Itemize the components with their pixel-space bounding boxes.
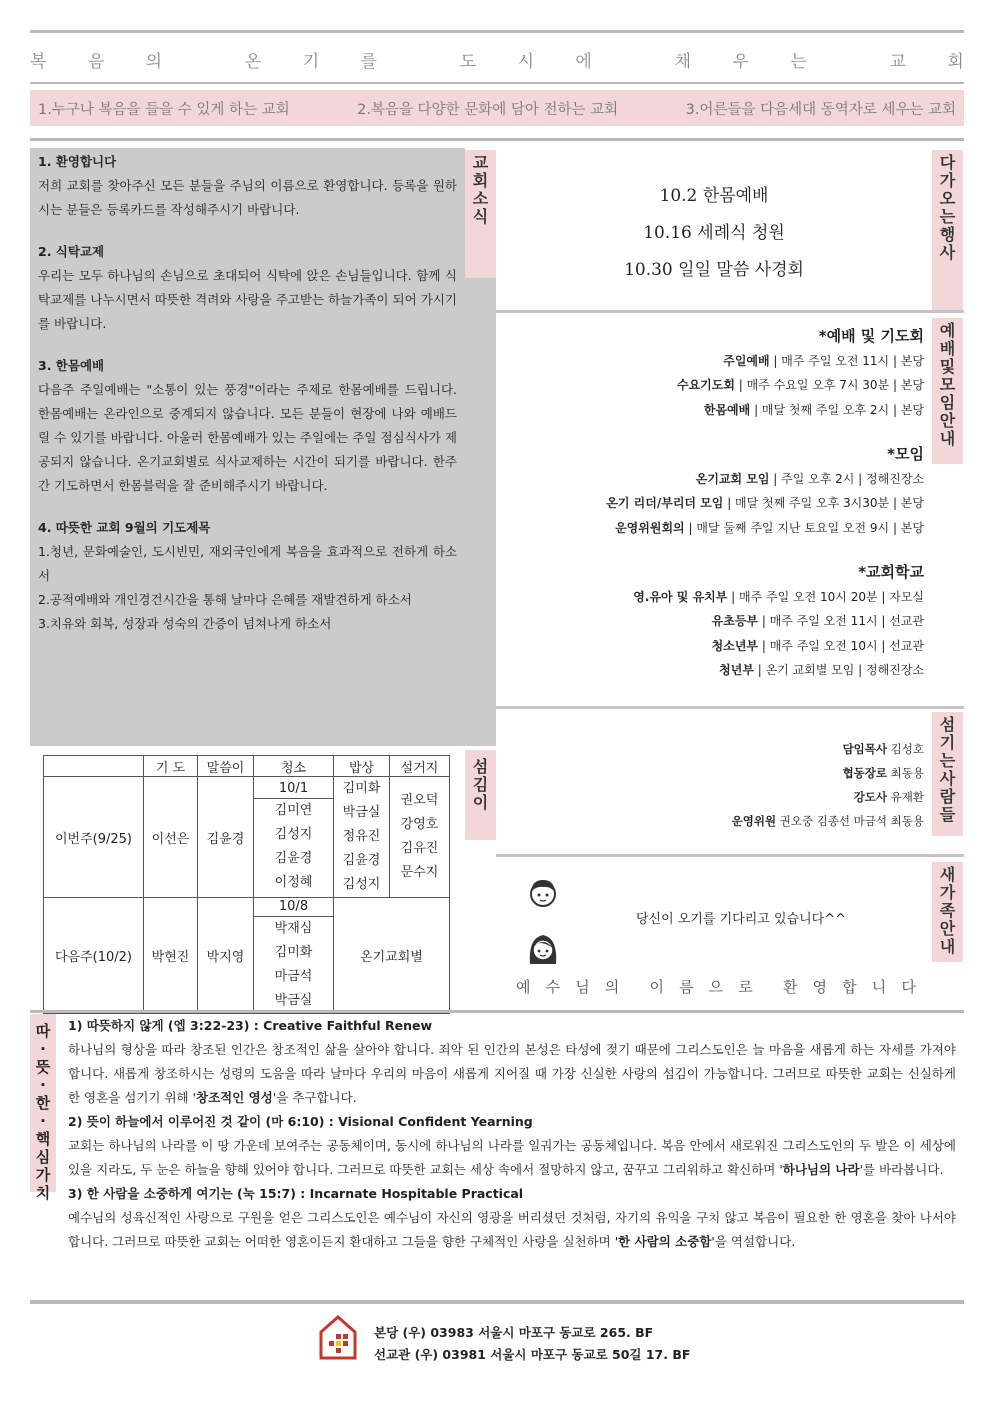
tab-char: 뜻 [35,1058,51,1076]
schedule-section-title: *교회학교 [858,563,924,581]
motto-char: 에 [575,51,592,72]
news-one-body-worship-title: 3. 한몸예배 [38,358,105,373]
schedule-row: 온기교회 모임 | 주일 오후 2시 | 정해진장소 [695,471,924,486]
prayer-item: 3.치유와 회복, 성장과 성숙의 간증이 넘쳐나게 하소서 [38,616,332,631]
news-table-fellowship-title: 2. 식탁교제 [38,244,105,259]
schedule-row: 한몸예배 | 매달 첫째 주일 오후 2시 | 본당 [703,402,924,417]
meal-cell [334,777,390,898]
welcome-sub-char: 이 [649,978,664,996]
cleaning-name: 김미화 [274,945,313,960]
tab-char: 섬 [472,757,489,776]
tab-char: 한 [35,1094,51,1112]
event-item: 10.30 일일 말씀 사경회 [624,259,804,280]
value-2-title: 2) 뜻이 하늘에서 이루어진 것 같이 (마 6:10) : Visional Confident Yearning [68,1114,533,1129]
schedule-row: 영.유아 및 유치부 | 매주 주일 오전 10시 20분 | 자모실 [633,589,924,604]
cleaning-name: 박재심 [274,921,313,936]
value-1-body: 하나님의 형상을 따라 창조된 인간은 창조적인 삶을 살아야 합니다. 죄악 된 인간의 본성은 타성에 젖기 때문에 그리스도인은 늘 마음을 새롭게 하는 자세를 가져야합니다. 새롭게 창조하시는 성령의 도움을 따라 날마다 우리의 마음이 새롭게 지어질 때 가장 신실한 사랑의 섬김이 가능합니다. 그러므로 따뜻한 교회는 신실하게 한 영혼을 섬기기 위해 '창조적인 영성'을 추구합니다. [68,1042,957,1105]
mission-2: 2.복음을 다양한 문화에 담아 전하는 교회 [357,101,619,118]
tab-char: 식 [472,207,489,226]
header-cell: 밥상 [334,756,390,777]
value-3-title: 3) 한 사람을 소중하게 여기는 (눅 15:7) : Incarnate Hospitable Practical [68,1186,524,1201]
tab-char: 핵 [35,1130,51,1148]
header-cell: 설거지 [390,756,450,777]
value-2-body: 교회는 하나님의 나라를 이 땅 가운데 보여주는 공동체이며, 동시에 하나님의 나라를 일궈가는 공동체입니다. 복음 안에서 새로워진 그리스도인의 두 발은 이 세상에 있을 지라도, 두 눈은 하늘을 향해 있어야 합니다. 그러므로 따뜻한 교회는 세상 속에서 절망하지 않고, 꿈꾸고 그리워하고 확신하며 '하나님의 나라'를 바라봅니다. [68,1138,956,1177]
week-label: 이번주(9/25) [44,777,144,898]
welcome-sub-char: 수 [545,978,561,996]
schedule-row: 청년부 | 온기 교회별 모임 | 정해진장소 [719,663,924,677]
dishes-name: 강영호 [400,817,439,832]
mission-1: 1.누구나 복음을 들을 수 있게 하는 교회 [38,101,290,118]
value-3-body: 예수님의 성육신적인 사랑으로 구원을 얻은 그리스도인은 예수님이 자신의 영광을 버리셨던 것처럼, 자기의 유익을 구치 않고 복음이 필요한 한 영혼을 찾아 나서야 합니다. 그러므로 따뜻한 교회는 어떠한 영혼이든지 환대하고 그들을 향한 구체적인 사랑을 실천하며 '한 사람의 소중함'을 역설합니다. [68,1210,956,1249]
meal-name: 김성지 [342,877,381,892]
meal-name: 김미화 [342,781,381,796]
news-tab [465,150,496,278]
values-tab [30,1014,56,1202]
motto-char: 회 [947,51,964,72]
welcome-sub-char: 름 [679,978,694,996]
tab-char: 안 [939,919,956,938]
tab-char: 교 [472,153,489,172]
header-cell: 말씀이 [198,756,254,777]
header-rule [30,138,964,141]
cleaning-name: 박금실 [274,993,313,1008]
tab-char: 섬 [939,715,956,734]
schedule-section-title: *모임 [887,445,924,463]
tab-char: 오 [939,189,956,208]
prayer-cell: 이선은 [144,777,198,898]
duty-tab [465,750,496,840]
cleaning-date: 10/8 [254,898,333,917]
motto-char: 는 [790,51,807,72]
footer [318,1314,691,1364]
tab-char: 소 [472,189,489,208]
motto-char: 를 [360,51,377,72]
table-row [44,777,450,898]
tab-char: 모 [939,375,956,394]
dishes-name: 문수지 [400,865,439,880]
cleaning-cell [254,777,334,898]
cleaning-name: 김성지 [274,826,313,842]
meal-name: 박금실 [342,805,381,820]
tab-char: 다 [939,153,956,172]
tab-char: 치 [35,1184,51,1202]
cleaning-cell [254,898,334,1014]
news-one-body-worship-body: 다음주 주일예배는 "소통이 있는 풍경"이라는 주제로 한몸예배를 드립니다. 한몸예배는 온라인으로 중계되지 않습니다. 모든 분들이 현장에 나와 예배드릴 수 있기를 바랍니다. 아울러 한몸예배가 있는 주일에는 주일 점심식사가 제공되지 않습니다. 온기교회별로 식사교제하는 시간이 되기를 바랍니다. 한주간 기도하면서 한몸블럭을 잘 준비해주시기 바랍니다. [38,382,457,493]
bottom-rule [30,1300,964,1304]
tab-char: 안 [939,411,956,430]
value-1-title: 1) 따뜻하지 않게 (엡 3:22-23) : Creative Faithful Renew [68,1018,433,1033]
tab-char: · [40,1112,46,1130]
church-staff [496,737,932,837]
tab-char: 는 [939,751,956,770]
staff-row: 강도사 유재환 [853,790,924,804]
cleaning-name: 마금석 [274,969,313,984]
welcome-sub-char: 예 [516,978,531,996]
meal-dishes-cell: 온기교회별 [334,898,450,1014]
news-welcome-body: 저희 교회를 찾아주신 모든 분들을 주님의 이름으로 환영합니다. 등록을 원하시는 분들은 등록카드를 작성해주시기 바랍니다. [38,178,457,217]
tab-char: 는 [939,207,956,226]
dishes-cell [390,777,450,898]
tab-char: 이 [472,793,489,812]
tab-char: 심 [35,1148,51,1166]
motto-char: 온 [244,51,262,72]
welcome-sub-char: 으 [708,978,724,996]
tab-char: 가 [939,883,956,902]
tab-char: 김 [472,775,489,794]
header-cell [44,756,144,777]
tab-char: 가 [35,1166,51,1184]
table-row [44,756,450,777]
tab-char: 람 [939,787,956,806]
mission-bar [30,90,964,126]
schedule-section-title: *예배 및 기도회 [818,327,924,345]
tab-char: 내 [939,429,956,448]
staff-tab [932,712,963,836]
header-cell: 청소 [254,756,334,777]
church-motto [30,38,964,80]
schedule-row: 청소년부 | 매주 주일 오전 10시 | 선교관 [711,638,924,653]
welcome-tab [932,862,963,962]
welcome-sub-char: 환 [782,978,798,996]
tab-char: 행 [939,225,956,244]
motto-char: 시 [517,51,535,72]
motto-char: 음 [87,51,105,72]
upcoming-events [496,150,932,310]
prayer-item: 2.공적예배와 개인경건시간을 통해 날마다 은혜를 재발견하게 하소서 [38,592,412,607]
word-cell: 박지영 [198,898,254,1014]
week-label: 다음주(10/2) [44,898,144,1014]
man-face-icon [526,876,560,910]
schedule-row: 유초등부 | 매주 주일 오전 11시 | 선교관 [711,614,924,628]
dishes-name: 권오덕 [400,793,439,808]
tab-char: 내 [939,937,956,956]
meal-name: 정유진 [342,829,381,844]
church-news [30,148,465,746]
staff-divider [496,854,964,857]
prayer-cell: 박현진 [144,898,198,1014]
welcome-sub-char: 합 [842,978,857,996]
church-logo-icon [318,1314,358,1360]
cleaning-date: 10/1 [254,780,333,799]
cleaning-name: 이정혜 [274,874,313,890]
address-mission: 선교관 (우) 03981 서울시 마포구 동교로 50길 17. BF [374,1347,691,1362]
tab-char: 예 [939,321,956,340]
cleaning-name: 김미연 [274,802,313,818]
motto-char: 기 [302,51,320,72]
staff-row: 협동장로 최동용 [842,766,924,780]
worship-tab [932,318,963,464]
worship-schedule [496,318,932,702]
welcome-sub-char: 로 [738,978,753,996]
motto-char: 복 [30,51,47,72]
tab-char: 배 [939,339,956,358]
news-table-fellowship-body: 우리는 모두 하나님의 손님으로 초대되어 식탁에 앉은 손님들입니다. 함께 식탁교제를 나누시면서 따뜻한 격려와 사랑을 주고받는 하늘가족이 되어 가시기를 바랍니다. [38,268,457,331]
event-item: 10.2 한몸예배 [659,185,769,206]
meal-name: 김윤경 [342,853,381,868]
welcome-sub-char: 님 [575,978,590,996]
tab-char: 사 [939,769,956,788]
worship-divider [496,706,964,709]
schedule-row: 수요기도회 | 매주 수요일 오후 7시 30분 | 본당 [677,378,924,392]
tab-char: 따 [35,1022,51,1040]
tab-char: · [40,1040,46,1058]
motto-char: 의 [145,51,163,72]
top-rule [30,30,964,33]
tab-char: 기 [939,733,956,752]
events-divider [496,310,964,313]
table-row [44,898,450,1014]
welcome-sub-char: 니 [871,978,887,996]
duty-roster-table [43,755,450,1014]
tab-char: 들 [939,805,956,824]
tab-char: 및 [939,357,956,376]
welcome-sub-char: 의 [604,978,620,996]
schedule-row: 온기 리더/부리더 모임 | 매달 첫째 주일 오후 3시30분 | 본당 [606,496,924,510]
motto-rule [30,82,964,84]
tab-char: · [40,1076,46,1094]
woman-face-icon [526,930,560,968]
new-family-welcome [496,862,932,1002]
tab-char: 족 [939,901,956,920]
header-cell: 기 도 [144,756,198,777]
motto-char: 도 [459,51,477,72]
events-tab [932,150,963,310]
motto-char: 채 [674,51,692,72]
news-welcome-title: 1. 환영합니다 [38,154,117,169]
staff-row: 운영위원 권오중 김종선 마금석 최동용 [731,814,924,828]
staff-row: 담임목사 김성호 [842,742,924,756]
motto-char: 우 [732,51,749,72]
tab-char: 새 [939,865,956,884]
news-prayer-title: 4. 따뜻한 교회 9월의 기도제목 [38,520,211,535]
tab-char: 사 [939,243,956,262]
prayer-item: 1.청년, 문화예술인, 도시빈민, 재외국인에게 복음을 효과적으로 전하게 하소서 [38,544,457,583]
tab-char: 가 [939,171,956,190]
dishes-name: 김유진 [400,841,439,856]
schedule-row: 운영위원회의 | 매달 둘째 주일 지난 토요일 오전 9시 | 본당 [615,520,924,535]
news-box-extension [465,278,496,746]
motto-char: 교 [889,51,906,72]
schedule-row: 주일예배 | 매주 주일 오전 11시 | 본당 [723,353,924,368]
cleaning-name: 김윤경 [274,850,313,866]
address-main: 본당 (우) 03983 서울시 마포구 동교로 265. BF [374,1325,654,1340]
event-item: 10.16 세례식 청원 [643,222,785,243]
welcome-subtitle [516,976,916,997]
mission-3: 3.어른들을 다음세대 동역자로 세우는 교회 [685,101,956,118]
tab-char: 임 [939,393,956,412]
welcome-sub-char: 다 [901,978,916,996]
welcome-sub-char: 영 [812,978,828,996]
welcome-message: 당신이 오기를 기다리고 있습니다^^ [636,912,846,927]
word-cell: 김윤경 [198,777,254,898]
values-rule [30,1010,964,1013]
tab-char: 회 [472,171,489,190]
